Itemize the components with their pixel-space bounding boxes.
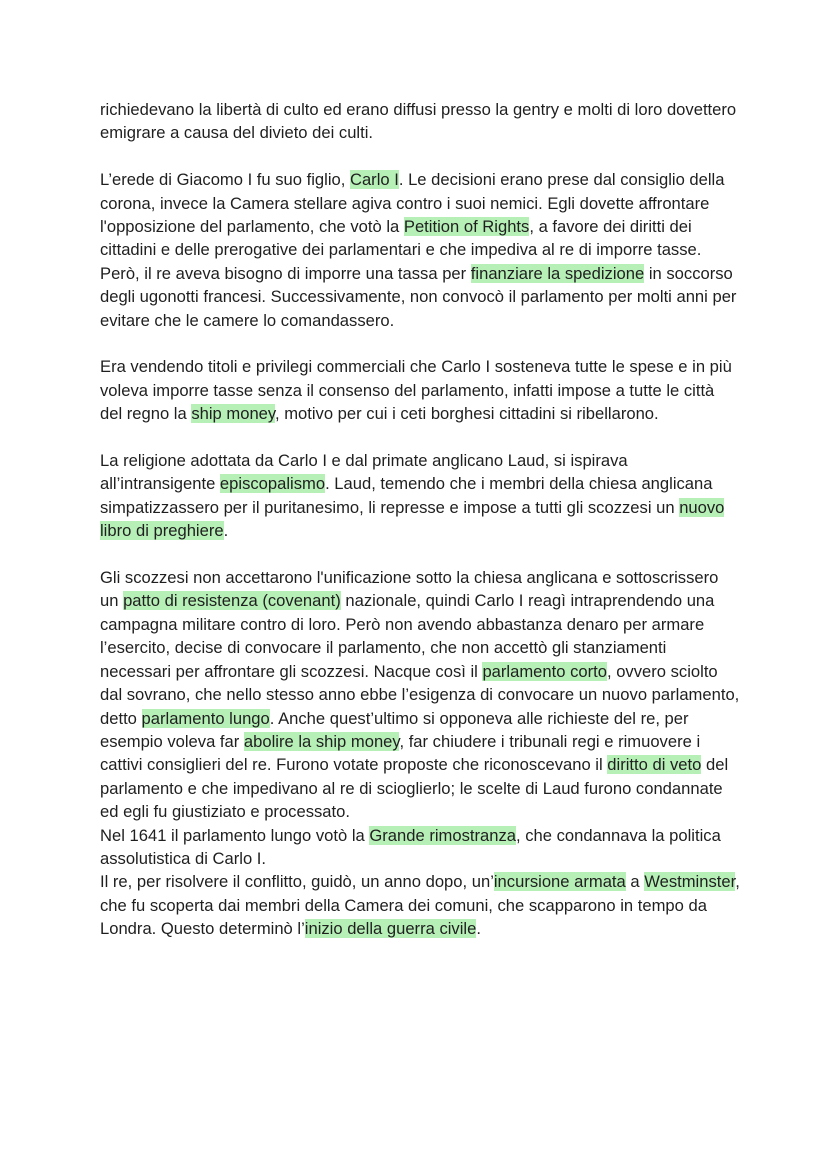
paragraph-gap — [100, 426, 740, 449]
highlighted-term: diritto di veto — [607, 755, 702, 775]
paragraph — [100, 566, 740, 823]
text-segment: , motivo per cui i ceti borghesi cittadini si ribellarono. — [274, 404, 659, 424]
text-segment: , a favore dei diritti dei cittadini e delle prerogative dei parlamentari e che impediva al re di imporre tasse. Però, il re aveva bisogno di imporre una tassa per — [100, 217, 702, 283]
highlighted-term: parlamento lungo — [141, 708, 270, 728]
text-segment: . — [223, 521, 229, 541]
text-segment: La religione adottata da Carlo I e dal primate anglicano Laud, si ispirava all’intransigente — [100, 451, 628, 494]
paragraph-gap — [100, 145, 740, 168]
text-segment: Era vendendo titoli e privilegi commerciali che Carlo I sosteneva tutte le spese e in più voleva imporre tasse senza il consenso del parlamento, infatti impose a tutte le città del regno la — [100, 357, 732, 424]
text-segment: in soccorso degli ugonotti francesi. Successivamente, non convocò il parlamento per molti anni per evitare che le camere lo comandassero. — [100, 263, 737, 330]
text-segment: . Anche quest’ultimo si opponeva alle richieste del re, per esempio voleva far — [100, 708, 689, 751]
text-segment: . Laud, temendo che i membri della chiesa anglicana simpatizzassero per il puritanesimo, li represse e impose a tutti gli scozzesi un — [100, 474, 713, 517]
highlighted-term: abolire la ship money — [243, 731, 400, 751]
highlighted-term: Carlo I — [349, 170, 399, 190]
highlighted-term: Petition of Rights — [403, 217, 530, 237]
highlighted-term: Grande rimostranza — [369, 825, 516, 845]
highlighted-term: Westminster — [644, 872, 736, 892]
paragraph — [100, 824, 740, 871]
highlighted-term: ship money — [191, 404, 275, 424]
text-segment: , far chiudere i tribunali regi e rimuovere i cattivi consiglieri del re. Furono votate proposte che riconoscevano il — [100, 731, 701, 775]
text-segment: Il re, per risolvere il conflitto, guidò, un anno dopo, un’ — [100, 872, 494, 892]
highlighted-term: episcopalismo — [219, 474, 326, 494]
text-segment: nazionale, quindi Carlo I reagì intraprendendo una campagna militare contro di loro. Però non avendo abbastanza denaro per armare l’esercito, decise di convocare il parlamento, che non accettò gli stanziamenti necessari per affrontare gli scozzesi. Nacque così il — [100, 591, 715, 681]
text-segment: , che condannava la politica assolutistica di Carlo I. — [100, 825, 721, 868]
paragraph — [100, 355, 740, 425]
paragraph-gap — [100, 543, 740, 566]
text-segment: a — [625, 872, 645, 892]
text-segment: del parlamento e che impedivano al re di scioglierlo; le scelte di Laud furono condannate ed egli fu giustiziato e processato. — [100, 755, 729, 822]
text-segment: , che fu scoperta dai membri della Camera dei comuni, che scapparono in tempo da Londra. Questo determinò l’ — [100, 872, 740, 939]
paragraph — [100, 168, 740, 332]
highlighted-term: nuovo libro di preghiere — [100, 497, 725, 541]
text-segment: . Le decisioni erano prese dal consiglio della corona, invece la Camera stellare agiva contro i suoi nemici. Egli dovette affrontare l'opposizione del parlamento, che votò la — [100, 170, 725, 237]
paragraph — [100, 870, 740, 940]
paragraph — [100, 98, 740, 145]
text-segment: . — [476, 919, 481, 939]
text-segment: Gli scozzesi non accettarono l'unificazione sotto la chiesa anglicana e sottoscrissero un — [100, 568, 719, 611]
highlighted-term: incursione armata — [493, 872, 626, 892]
highlighted-term: patto di resistenza (covenant) — [123, 591, 341, 611]
document-body — [100, 98, 740, 941]
highlighted-term: parlamento corto — [482, 661, 607, 681]
text-segment: richiedevano la libertà di culto ed erano diffusi presso la gentry e molti di loro dovettero emigrare a causa del divieto dei culti. — [100, 100, 737, 143]
text-segment: , ovvero sciolto dal sovrano, che nello stesso anno ebbe l’esigenza di convocare un nuovo parlamento, detto — [100, 661, 740, 728]
text-segment: L’erede di Giacomo I fu suo figlio, — [100, 170, 350, 190]
highlighted-term: finanziare la spedizione — [470, 263, 645, 283]
paragraph-gap — [100, 332, 740, 355]
highlighted-term: inizio della guerra civile — [304, 919, 477, 939]
paragraph — [100, 449, 740, 543]
text-segment: Nel 1641 il parlamento lungo votò la — [100, 825, 370, 845]
